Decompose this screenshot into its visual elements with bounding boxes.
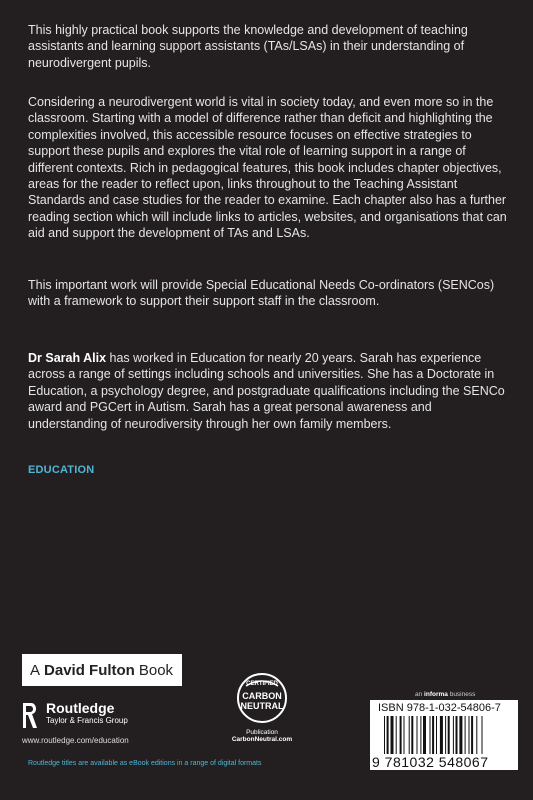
barcode-bar (476, 716, 477, 754)
barcode-bar (445, 716, 446, 754)
author-bio (28, 350, 508, 432)
publisher-url: www.routledge.com/education (22, 736, 129, 745)
barcode-area (370, 700, 518, 770)
barcode-bar (465, 716, 466, 754)
routledge-r-icon (22, 701, 40, 731)
barcode-bar (423, 716, 426, 754)
informa-name: informa (424, 691, 448, 698)
subject-category: EDUCATION (28, 464, 95, 476)
barcode-bar (469, 716, 470, 754)
carbon-neutral-icon (234, 672, 290, 724)
barcode-bar (400, 716, 402, 754)
informa-note (415, 691, 475, 698)
barcode-number: 9 781032 548067 (372, 754, 489, 770)
barcode-bar (482, 716, 483, 754)
barcode-bar (459, 716, 462, 754)
carbon-neutral-badge (230, 672, 294, 748)
carbon-publication: Publication (246, 729, 278, 736)
carbon-line1-text: CARBON (242, 691, 282, 701)
imprint-suffix: Book (138, 661, 174, 679)
barcode-bar (448, 716, 450, 754)
carbon-certified-text: CERTIFIED (246, 681, 278, 687)
informa-suffix: business (449, 691, 476, 698)
publisher-logo (22, 701, 128, 731)
barcode-bar (396, 716, 397, 754)
barcode-bar (432, 716, 434, 754)
barcode-bar (387, 716, 389, 754)
barcode-bar (404, 716, 405, 754)
barcode-bar (453, 716, 454, 754)
imprint-name: David Fulton (44, 661, 135, 679)
barcode (384, 716, 510, 754)
barcode-bar (471, 716, 473, 754)
barcode-bar (417, 716, 418, 754)
barcode-bar (384, 716, 385, 754)
publisher-name: Routledge (46, 700, 115, 716)
barcode-bar (409, 716, 410, 754)
imprint-logo (22, 654, 182, 686)
blurb-paragraph-1: This highly practical book supports the knowledge and development of teaching assistants and learning support assistants (TAs/LSAs) in their understanding of neurodivergent pupils. (28, 23, 468, 70)
barcode-bar (420, 716, 421, 754)
barcode-bar (436, 716, 437, 754)
blurb-paragraph-3: This important work will provide Special Educational Needs Co-ordinators (SENCos) with a framework to support their support staff in the classroom. (28, 278, 495, 309)
barcode-bar (430, 716, 431, 754)
isbn-label: ISBN 978-1-032-54806-7 (378, 702, 501, 714)
publisher-group: Taylor & Francis Group (46, 716, 128, 725)
author-bio-text: has worked in Education for nearly 20 years. Sarah has experience across a range of settings including schools and universities. She has a Doctorate in Education, a psychology degree, and postgraduate qualifications including the SENCo award and PGCert in Autism. Sarah has a great personal awareness and understanding of neurodiversity through her own family members. (28, 351, 505, 431)
carbon-line2-text: NEUTRAL (240, 701, 284, 711)
barcode-bar (391, 716, 394, 754)
barcode-bar (411, 716, 413, 754)
informa-prefix: an (415, 691, 423, 698)
imprint-prefix: A (30, 661, 41, 679)
author-name: Dr Sarah Alix (28, 351, 107, 365)
barcode-bar (456, 716, 458, 754)
ebook-note: Routledge titles are available as eBook editions in a range of digital formats (28, 760, 262, 767)
carbon-url: CarbonNeutral.com (231, 736, 293, 743)
blurb-paragraph-2: Considering a neurodivergent world is vital in society today, and even more so in the classroom. Starting with a model of difference rather than deficit and highlighting the complexities involved, this accessible resource focuses on effective strategies to support these pupils and explores the vital role of learning support in a range of different contexts. Rich in pedagogical features, this book includes chapter objectives, areas for the reader to reflect upon, links throughout to the Teaching Assistant Standards and case studies for the reader to examine. Each chapter also has a further reading section which will include links to articles, websites, and organisations that can aid and support the development of TAs and LSAs. (28, 95, 507, 241)
barcode-bar (440, 716, 443, 754)
